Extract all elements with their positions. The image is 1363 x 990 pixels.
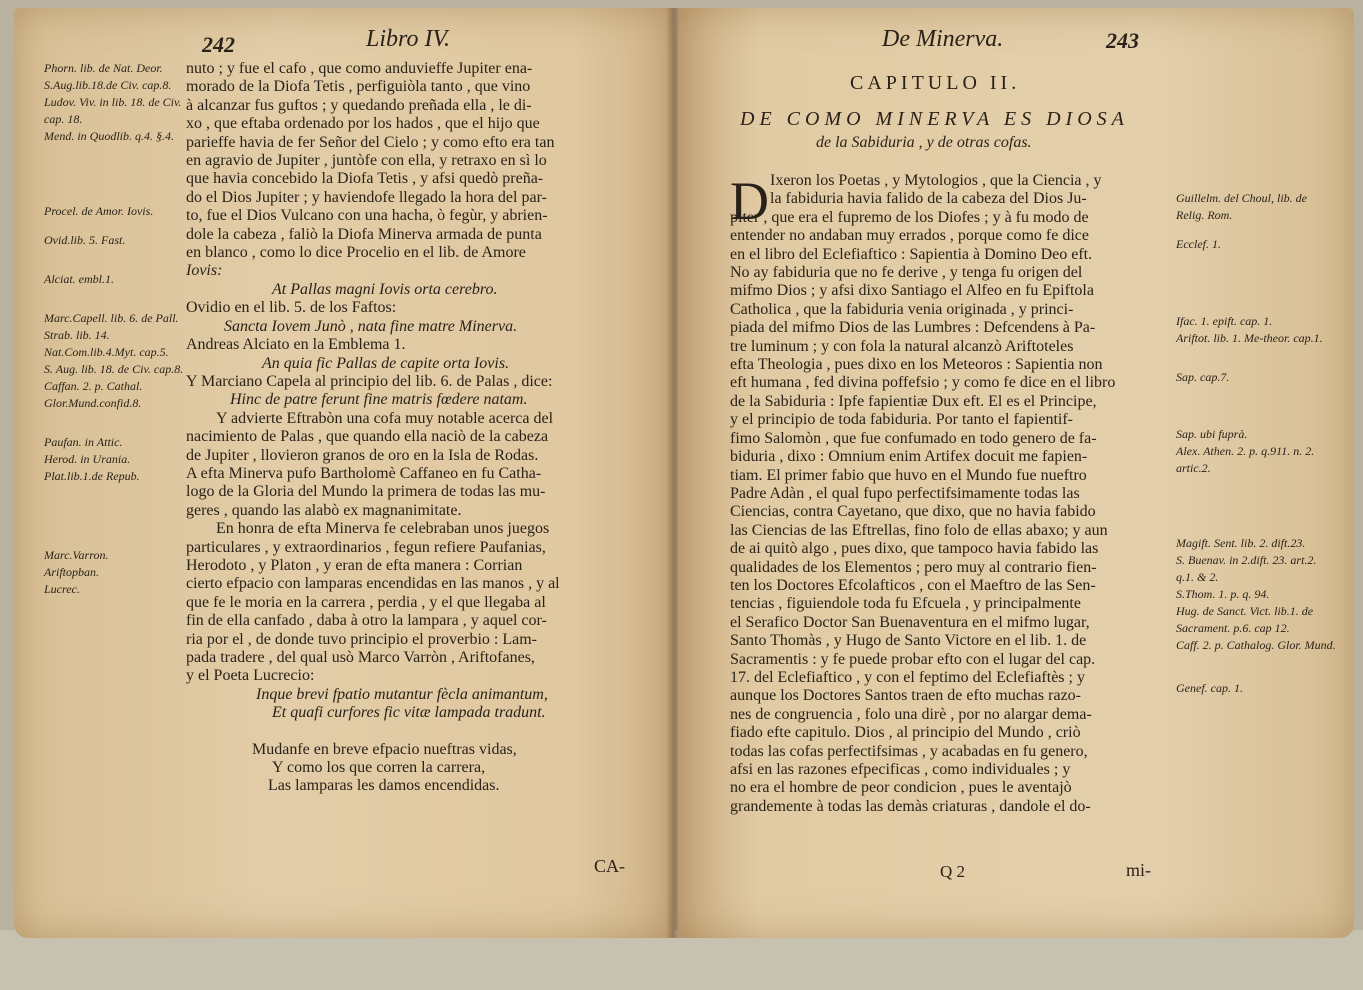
margin-note: Nat.Com.lib.4.Myt. cap.5. [44,345,169,359]
text-line: entender no andaban muy errados , porque como fe dice [730,227,1089,245]
margin-note: Ariftopban. [44,565,100,579]
blank-line [186,723,648,741]
text-line: fin de ella canfado , daba à otro la lampara , y aquel cor- [186,612,547,630]
text-line: tiam. El primer fabio que huvo en el Mundo fue nueftro [730,466,1087,484]
text-line: logo de la Gloria del Mundo la primera de todas las mu- [186,483,546,501]
text-line: y el Poeta Lucrecio: [186,667,315,685]
text-line: Catholica , que la fabiduria venia originada , y princi- [730,300,1074,318]
text-line: Santo Thomàs , y Hugo de Santo Victore en el lib. 1. de [730,632,1087,650]
text-line: geres , quando las alabò ex magnanimitate. [186,501,462,519]
quote-line: Et quafi curfores fic vitæ lampada tradunt. [272,704,546,722]
text-line: de la Sabiduria : Ipfe fapientiæ Dux eft. El es el Principe, [730,392,1097,410]
quote-line: Hinc de patre ferunt fine matris fœdere natam. [230,391,528,409]
margin-note: Genef. cap. 1. [1176,681,1243,695]
text-line: en el libro del Eclefiaftico : Sapientia à Domino Deo eft. [730,245,1093,263]
text-line: particulares , y extraordinarios , fegun refiere Paufanias, [186,538,546,556]
text-line: xo , que eftaba ordenado por los hados , que el hijo que [186,115,540,133]
text-line: biduria , dixo : Omnium enim Artifex docuit me fapien- [730,448,1088,466]
text-line: afsi en las razones efpecificas , como individuales ; y [730,761,1071,778]
text-line: tencias , figuiendole toda fu Efcuela , y principalmente [730,595,1081,613]
drop-cap: D [730,171,769,231]
quote-line: Sancta Iovem Junò , nata fine matre Minerva. [224,317,518,335]
text-line: la fabiduria havia falido de la cabeza del Dios Ju- [770,190,1087,208]
text-line: En honra de efta Minerva fe celebraban unos juegos [216,520,550,538]
quote-line: At Pallas magni Iovis orta cerebro. [272,280,498,298]
margin-note: Guillelm. del Choul, lib. de Relig. Rom. [1176,191,1307,222]
margin-note: Ecclef. 1. [1176,237,1221,251]
left-page [14,8,674,938]
text-line: el Serafico Doctor San Buenaventura en el mifmo lugar, [730,613,1090,631]
text-line: à alcanzar fus guftos ; y quedando preñada ella , le di- [186,96,532,114]
text-line: mifmo Dios ; y afsi dixo Santiago el Alfeo en fu Epiftola [730,282,1094,300]
chapter-subheading: de la Sabiduria , y de otras cofas. [816,134,1032,151]
text-line: de ai quitò algo , pues dixo, que tampoco havia fabido las [730,540,1099,558]
text-line: Y Marciano Capela al principio del lib. 6. de Palas , dice: [186,372,553,390]
margin-note: Caff. 2. p. Cathalog. Glor. Mund. [1176,638,1336,652]
margin-note: Plat.lib.1.de Repub. [44,469,140,483]
text-line: 17. del Eclefiaftico , y con el feptimo del Eclefiaftès ; y [730,668,1085,686]
text-line: Herodoto , y Platon , y eran de efta manera : Corrian [186,556,523,574]
margin-note: Alex. Athen. 2. p. q.911. n. 2. artic.2. [1176,444,1315,475]
margin-note: Procel. de Amor. Iovis. [44,204,154,218]
margin-note: Marc.Capell. lib. 6. de Pall. [44,311,179,325]
text-line: Y advierte Eftrabòn una cofa muy notable acerca del [216,409,554,427]
right-running-head: De Minerva. [882,26,1004,52]
text-line: de Jupiter , llovieron granos de oro en la Isla de Rodas. [186,446,539,464]
margin-note: Phorn. lib. de Nat. Deor. [44,61,163,75]
text-line: eft humana , fed divina poffefsio ; y como fe dice en el libro [730,374,1116,392]
right-page [678,8,1354,938]
text-line: cierto efpacio con lamparas encendidas en las manos , y al [186,575,560,593]
margin-note: S. Buenav. in 2.dift. 23. art.2. q.1. & 2. [1176,553,1317,584]
text-line: grandemente à todas las demàs criaturas , dandole el do- [730,797,1091,815]
margin-note: Ariftot. lib. 1. Me-theor. cap.1. [1176,331,1323,345]
text-line: ria por el , de donde tuvo principio el proverbio : Lam- [186,630,538,648]
margin-note: Paufan. in Attic. [44,435,123,449]
quote-line: Inque brevi fpatio mutantur fècla animantum, [256,685,548,703]
margin-note: Mend. in Quodlib. q.4. §.4. [44,129,174,143]
margin-note: Herod. in Urania. [44,452,131,466]
text-line: Iovis: [186,262,223,280]
text-line: dole la cabeza , faliò la Diofa Minerva armada de punta [186,225,542,243]
left-page-number: 242 [202,32,235,57]
text-line: piter , que era el fupremo de los Diofes ; y à fu modo de [730,208,1089,226]
text-line: nacimiento de Palas , que quando ella naciò de la cabeza [186,428,549,446]
signature-mark: Q 2 [940,862,966,881]
text-line: y el principio de toda fabiduria. Por tanto el fapientif- [730,411,1073,429]
text-line: qualidades de los Elementos ; pero muy al contrario fien- [730,558,1097,576]
right-catchword: mi- [1126,860,1151,880]
margin-note: S.Thom. 1. p. q. 94. [1176,587,1270,601]
text-line: ten los Doctores Efcolafticos , con el Maeftro de las Sen- [730,576,1096,594]
verse-line: Y como los que corren la carrera, [272,759,486,777]
background [0,930,1363,990]
text-line: No ay fabiduria que no fe derive , y tenga fu origen del [730,264,1083,282]
right-page-number: 243 [1106,28,1139,53]
margin-note: Caffan. 2. p. Cathal. Glor.Mund.confid.8. [44,379,143,410]
margin-note: Sap. cap.7. [1176,370,1230,384]
text-line: fiado efte capitulo. Dios , al principio del Mundo , criò [730,724,1081,742]
text-line: que havia concebido la Diofa Tetis , y afsi quedò preña- [186,170,544,188]
margin-note: Hug. de Sanct. Vict. lib.1. de Sacrament. p.6. cap 12. [1176,604,1314,635]
text-line: las Ciencias de las Eftrellas, fino folo de ellas abaxo; y aun [730,521,1108,539]
verse-line: Las lamparas les damos encendidas. [268,777,500,795]
text-line: todas las cofas perfectifsimas , y acabadas en fu genero, [730,742,1088,760]
text-line: Ovidio en el lib. 5. de los Faftos: [186,299,397,317]
margin-note: Magift. Sent. lib. 2. dift.23. [1176,536,1306,550]
right-body-text [730,172,1164,816]
text-line: nuto ; y fue el cafo , que como anduvieffe Jupiter ena- [186,60,533,77]
text-line: no era el hombre de peor condicion , pues le aventajò [730,779,1072,797]
text-line: Sacramentis : y fe puede probar efto con el lugar del cap. [730,650,1096,668]
text-line: to, fue el Dios Vulcano con una hacha, ò fegùr, y abrien- [186,207,548,225]
text-line: morado de la Diofa Tetis , perfiguiòla tanto , que vino [186,78,531,96]
margin-note: Ifac. 1. epift. cap. 1. [1176,314,1273,328]
margin-note: Lucrec. [44,582,80,596]
quote-line: An quia fic Pallas de capite orta Iovis. [262,354,510,372]
left-margin-notes [44,60,184,598]
left-catchword: CA- [594,856,625,876]
margin-note: Sap. ubi fuprà. [1176,427,1248,441]
text-line: efta Theologia , pues dixo en los Meteoros : Sapientia non [730,356,1103,374]
margin-note: Strab. lib. 14. [44,328,110,342]
text-line: Padre Adàn , el qual fupo perfectifsimamente todas las [730,484,1080,502]
text-line: Andreas Alciato en la Emblema 1. [186,336,406,354]
margin-note: Marc.Varron. [44,548,109,562]
text-line: fimo Salomòn , que fue confumado en todo genero de fa- [730,429,1097,447]
chapter-title: CAPITULO II. [850,72,1021,94]
margin-note: S.Aug.lib.18.de Civ. cap.8. [44,78,172,92]
text-line: que fe le moria en la carrera , perdia , y el que llegaba al [186,593,546,611]
margin-note: Ludov. Viv. in lib. 18. de Civ. cap. 18. [44,95,182,126]
text-line: en agravio de Jupiter , juntòfe con ella, y retraxo en sì lo [186,152,547,170]
chapter-heading: DE COMO MINERVA ES DIOSA [740,108,1129,130]
text-line: Ixeron los Poetas , y Mytologios , que la Ciencia , y [770,172,1102,189]
text-line: do el Dios Jupiter ; y haviendofe llegado la hora del par- [186,188,547,206]
right-margin-notes [1176,190,1336,697]
verse-line: Mudanfe en breve efpacio nueftras vidas, [252,740,517,758]
text-line: Ciencias, contra Cayetano, que dixo, que no havia fabido [730,503,1096,521]
margin-note: Ovid.lib. 5. Fast. [44,233,126,247]
text-line: aunque los Doctores Santos traen de efto muchas razo- [730,687,1081,705]
text-line: en blanco , como lo dice Procelio en el lib. de Amore [186,244,526,262]
left-running-head: Libro IV. [366,26,451,52]
text-line: pada tradere , del qual usò Marco Varròn , Ariftofanes, [186,649,535,666]
margin-note: Alciat. embl.1. [44,272,114,286]
text-line: piada del mifmo Dios de las Lumbres : Defcendens à Pa- [730,319,1096,337]
left-body-text [186,60,648,796]
text-line: parieffe havia de fer Señor del Cielo ; y como efto era tan [186,133,555,151]
text-line: A efta Minerva pufo Bartholomè Caffaneo en fu Catha- [186,464,542,482]
margin-note: S. Aug. lib. 18. de Civ. cap.8. [44,362,184,376]
text-line: nes de congruencia , folo una dirè , por no alargar dema- [730,705,1092,723]
text-line: tre luminum ; y con fola la natural alcanzò Ariftoteles [730,337,1074,355]
